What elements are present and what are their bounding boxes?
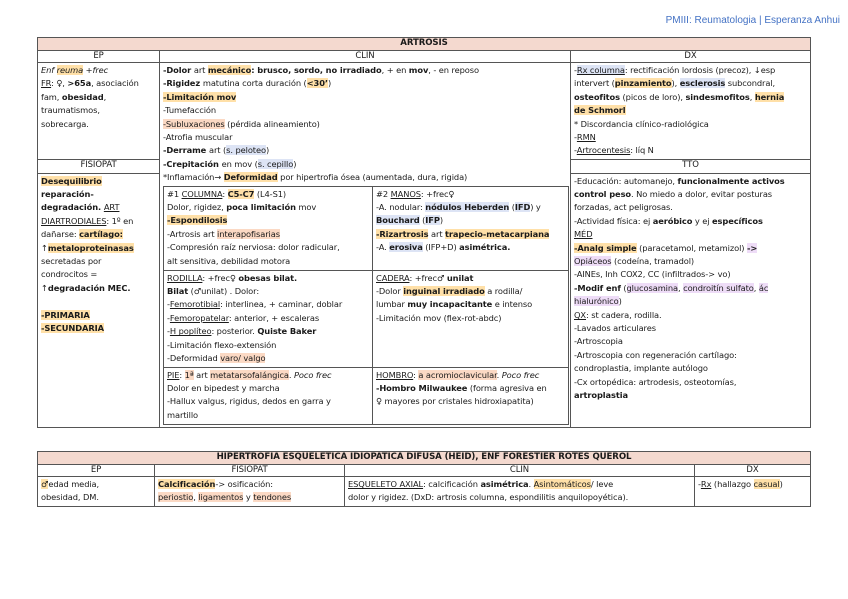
page-header: PMIII: Reumatologia | Esperanza Anhui [665, 15, 840, 26]
ep-cell: Enf reuma +frec FR: ♀, >65a, asociación fam, obesidad, traumatismos, sobrecarga. [38, 63, 160, 160]
col-header-fisiopat: FISIOPAT [38, 159, 160, 173]
heid-table [37, 451, 811, 507]
heid-col-fisiopat: FISIOPAT [155, 464, 345, 477]
col-header-dx: DX [571, 50, 811, 63]
heid-col-dx: DX [695, 464, 811, 477]
clin-cell: -Dolor art mecánico: brusco, sordo, no irradiado, + en mov, - en reposo -Rigidez matutina corta duración (<30’) -Limitación mov -Tumefacción -Subluxaciones (pérdida alineamiento) -Atrofia muscular -Derrame art (s. peloteo) -Crepitación en mov (s. cepillo) *Inflamación→ Deformidad por hipertrofia ósea (aumentada, dura, rigida) #1 COLUMNA: C5-C7 (L4-S1) Dolor, rigidez, poca limitación mov -Espondilosis -Artrosis art interapofisarias -Compresión raíz nerviosa: dolor radicular, alt sensitiva, debilidad motora #2 MANOS: +frec♀ -A. nodular: nódulos Heberden (IFD) y Bouchard (IFP) -Rizartrosis art trapecio-metacarpiana -A. erosiva (IFP+D) asimétrica. RODILLA: +frec♀ obesas bilat. Bilat (♂unilat) . Dolor: -Femorotibial: interlinea, + caminar, doblar -Femoropatelar: anterior, + escaleras -H poplíteo: posterior. Quiste Baker -Limitación flexo-extensión -Deformidad varo/ valgo CADERA: +frec♂ unilat -Dolor inguinal irradiado a rodilla/ lumbar muy incapacitante e intenso -Limitación mov (flex-rot-abdc) PIE: 1ª art metatarsofalángica. Poco frec Dolor en bipedest y marcha -Hallux valgus, rigidus, dedos en garra y martillo HOMBRO: a acromioclavicular. Poco frec -Hombro Milwaukee (forma agresiva en ♀ mayores por cristales hidroxiapatita) [160, 63, 571, 428]
artrosis-title: ARTROSIS [38, 38, 811, 51]
pie-cell: PIE: 1ª art metatarsofalángica. Poco frec Dolor en bipedest y marcha -Hallux valgus, rigidus, dedos en garra y martillo [164, 367, 373, 424]
artrosis-table [37, 37, 811, 428]
col-header-clin: CLÍN [160, 50, 571, 63]
tto-cell: -Educación: automanejo, funcionalmente activos control peso. No miedo a dolor, evitar posturas forzadas, act peligrosas. -Actividad física: ej aeróbico y ej específicos MÉD -Analg simple (paracetamol, metamizol) -> Opiáceos (codeína, tramadol) -AINEs, Inh COX2, CC (infiltrados-> vo) -Modif enf (glucosamina, condroitín sulfato, ác hialurónico) QX: st cadera, rodilla. -Lavados articulares -Artroscopia -Artroscopia con regeneración cartílago: condroplastia, implante autólogo -Cx ortopédica: artrodesis, osteotomías, artroplastia [571, 173, 811, 427]
col-header-ep: EP [38, 50, 160, 63]
heid-clin-cell: ESQUELETO AXIAL: calcificación asimétrica. Asintomáticos/ leve dolor y rigidez. (DxD: artrosis columna, espondilitis anquilopoyética). [345, 477, 695, 507]
heid-col-ep: EP [38, 464, 155, 477]
dx-cell: -Rx columna: rectificación lordosis (precoz), ↓esp intervert (pinzamiento), esclerosis subcondral, osteofitos (picos de loro), sindesmofitos, hernia de Schmorl * Discordancia clínico-radiológica -RMN -Artrocentesis: líq N [571, 63, 811, 160]
heid-title: HIPERTROFIA ESQUELÉTICA IDIOPÁTICA DIFUSA (HEID), ENF FORESTIER ROTÉS QUEROL [38, 452, 811, 465]
cadera-cell: CADERA: +frec♂ unilat -Dolor inguinal irradiado a rodilla/ lumbar muy incapacitante e intenso -Limitación mov (flex-rot-abdc) [373, 270, 569, 367]
heid-ep-cell: ♂edad media, obesidad, DM. [38, 477, 155, 507]
heid-fisiopat-cell: Calcificación-> osificación: periostio, ligamentos y tendones [155, 477, 345, 507]
rodilla-cell: RODILLA: +frec♀ obesas bilat. Bilat (♂unilat) . Dolor: -Femorotibial: interlinea, + caminar, doblar -Femoropatelar: anterior, + escaleras -H poplíteo: posterior. Quiste Baker -Limitación flexo-extensión -Deformidad varo/ valgo [164, 270, 373, 367]
manos-cell: #2 MANOS: +frec♀ -A. nodular: nódulos Heberden (IFD) y Bouchard (IFP) -Rizartrosis art trapecio-metacarpiana -A. erosiva (IFP+D) asimétrica. [373, 186, 569, 270]
hombro-cell: HOMBRO: a acromioclavicular. Poco frec -Hombro Milwaukee (forma agresiva en ♀ mayores por cristales hidroxiapatita) [373, 367, 569, 424]
locations-table [163, 186, 569, 425]
heid-dx-cell: -Rx (hallazgo casual) [695, 477, 811, 507]
columna-cell: #1 COLUMNA: C5-C7 (L4-S1) Dolor, rigidez, poca limitación mov -Espondilosis -Artrosis art interapofisarias -Compresión raíz nerviosa: dolor radicular, alt sensitiva, debilidad motora [164, 186, 373, 270]
heid-col-clin: CLÍN [345, 464, 695, 477]
fisiopat-cell: Desequilibrio reparación- degradación. ART DIARTRODIALES: 1º en dañarse: cartílago: ↑metaloproteinasas secretadas por condrocitos = ↑degradación MEC. -PRIMARIA -SECUNDARIA [38, 173, 160, 427]
col-header-tto: TTO [571, 159, 811, 173]
